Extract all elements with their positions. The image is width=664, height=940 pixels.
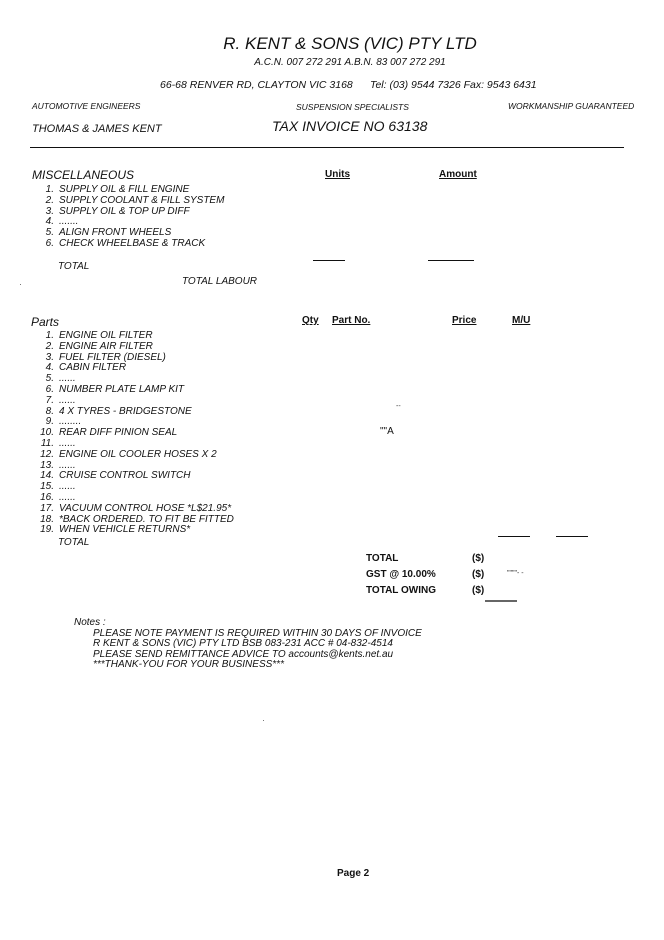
notes-line: PLEASE NOTE PAYMENT IS REQUIRED WITHIN 30 DAYS OF INVOICE <box>93 627 422 639</box>
list-item: 8. 4 X TYRES - BRIDGESTONE <box>45 405 192 417</box>
misc-item-list <box>36 185 224 250</box>
invoice-total-label: TOTAL <box>366 553 399 564</box>
list-item: 2. ENGINE AIR FILTER <box>45 340 153 352</box>
parts-col-qty: Qty <box>302 315 319 326</box>
list-item: 3. FUEL FILTER (DIESEL) <box>45 351 166 363</box>
tagline-workmanship: WORKMANSHIP GUARANTEED <box>508 101 635 111</box>
list-item: 5. ...... <box>45 373 76 385</box>
parts-col-price: Price <box>452 315 477 326</box>
total-owing-label: TOTAL OWING <box>366 585 436 596</box>
list-item: 12. ENGINE OIL COOLER HOSES X 2 <box>40 448 217 460</box>
parts-mu-total-line <box>556 536 588 537</box>
company-phone-fax: Tel: (03) 9544 7326 Fax: 9543 6431 <box>370 79 537 91</box>
list-item: 14. CRUISE CONTROL SWITCH <box>40 470 191 482</box>
gst-label: GST @ 10.00% <box>366 569 436 580</box>
gst-value-smudge: """"- - <box>507 570 524 577</box>
misc-col-amount: Amount <box>439 169 477 180</box>
invoice-number: TAX INVOICE NO 63138 <box>272 118 428 134</box>
invoice-total-unit: ($) <box>472 553 485 564</box>
list-item: 16. ...... <box>40 491 76 503</box>
list-item: 2. SUPPLY COOLANT & FILL SYSTEM <box>45 194 225 206</box>
row10-mark: ""A <box>380 426 394 437</box>
parts-item-list <box>36 331 234 536</box>
misc-section-title: MISCELLANEOUS <box>32 168 135 182</box>
misc-units-total-line <box>313 260 345 261</box>
list-item: 5. ALIGN FRONT WHEELS <box>45 227 172 239</box>
parts-price-total-line <box>498 536 530 537</box>
list-item: 4. ....... <box>45 216 79 228</box>
list-item: 11. ...... <box>40 437 76 449</box>
total-labour-label: TOTAL LABOUR <box>182 276 258 287</box>
notes-block <box>74 618 422 671</box>
misc-col-units: Units <box>325 169 350 180</box>
list-item: 3. SUPPLY OIL & TOP UP DIFF <box>45 205 190 217</box>
list-item: 6. CHECK WHEELBASE & TRACK <box>45 237 206 249</box>
notes-heading: Notes : <box>74 617 106 628</box>
gst-unit: ($) <box>472 569 485 580</box>
stray-mark <box>263 720 264 721</box>
list-item: 19. WHEN VEHICLE RETURNS* <box>40 524 191 536</box>
misc-total-label: TOTAL <box>58 261 90 272</box>
list-item: 10. REAR DIFF PINION SEAL <box>40 427 178 439</box>
company-name: R. KENT & SONS (VIC) PTY LTD <box>223 34 477 53</box>
list-item: 1. SUPPLY OIL & FILL ENGINE <box>45 184 190 195</box>
list-item: 6. NUMBER PLATE LAMP KIT <box>45 383 185 395</box>
list-item: 13. ...... <box>40 459 76 471</box>
company-acn-abn: A.C.N. 007 272 291 A.B.N. 83 007 272 291 <box>254 57 446 68</box>
total-owing-smudge <box>485 600 517 602</box>
list-item: 17. VACUUM CONTROL HOSE *L$21.95* <box>40 502 232 514</box>
row8-mark: -- <box>396 403 401 410</box>
total-owing-unit: ($) <box>472 585 485 596</box>
tagline-automotive: AUTOMOTIVE ENGINEERS <box>32 101 141 111</box>
notes-line: R KENT & SONS (VIC) PTY LTD BSB 083-231 ACC # 04-832-4514 <box>93 638 393 650</box>
page-number: Page 2 <box>337 868 370 879</box>
list-item: 9. ........ <box>45 416 82 428</box>
notes-line: ***THANK-YOU FOR YOUR BUSINESS*** <box>93 659 284 671</box>
parts-section-title: Parts <box>31 315 60 329</box>
owners-name: THOMAS & JAMES KENT <box>32 123 162 135</box>
list-item: 15. ...... <box>40 481 76 493</box>
tagline-suspension: SUSPENSION SPECIALISTS <box>296 102 409 112</box>
parts-col-mu: M/U <box>512 315 531 326</box>
list-item: 18. *BACK ORDERED. TO FIT BE FITTED <box>40 513 234 525</box>
notes-line: PLEASE SEND REMITTANCE ADVICE TO accounts@kents.net.au <box>93 648 394 660</box>
company-address: 66-68 RENVER RD, CLAYTON VIC 3168 <box>160 79 353 91</box>
parts-col-partno: Part No. <box>332 315 371 326</box>
misc-amount-total-line <box>428 260 474 261</box>
stray-mark <box>20 284 21 285</box>
list-item: 7. ...... <box>45 394 76 406</box>
list-item: 1. ENGINE OIL FILTER <box>45 330 153 341</box>
list-item: 4. CABIN FILTER <box>45 362 127 374</box>
parts-total-label: TOTAL <box>58 537 90 548</box>
header-divider <box>30 147 624 148</box>
